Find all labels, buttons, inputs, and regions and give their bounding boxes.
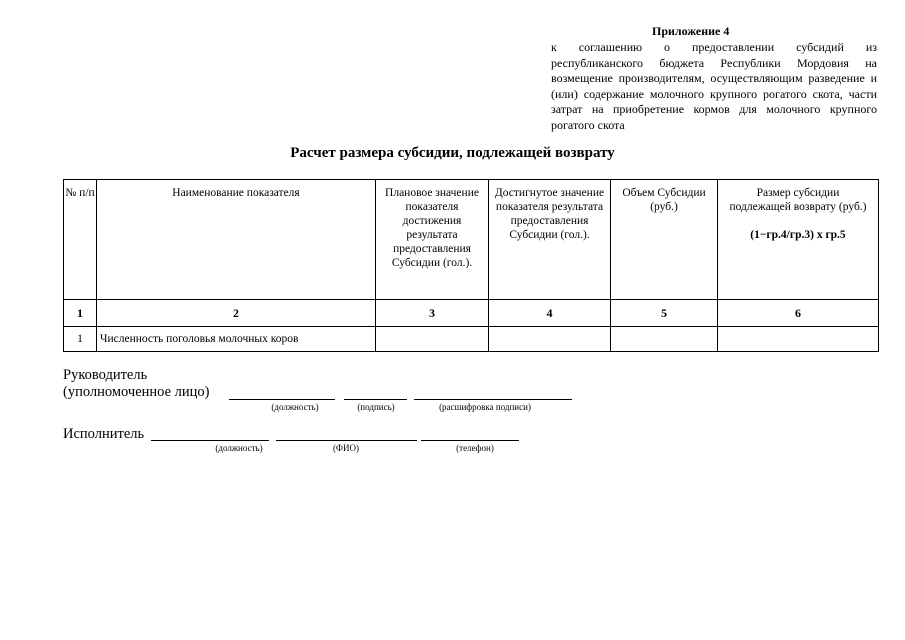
header-cell-subsidy-volume: Объем Субсидии (руб.) [611, 180, 718, 300]
row-refund-amount [718, 327, 879, 352]
head-position-caption: (должность) [271, 402, 319, 412]
header-cell-planned-value: Плановое значение показателя достижения результата предоставления Субсидии (гол.). [376, 180, 489, 300]
document-title: Расчет размера субсидии, подлежащей возврату [290, 145, 615, 161]
executor-phone-line [421, 440, 519, 441]
column-number: 4 [489, 300, 611, 327]
head-position-line [229, 399, 335, 400]
row-achieved-value [489, 327, 611, 352]
column-number-row [64, 300, 879, 327]
header-cell-refund-amount: Размер субсидии подлежащей возврату (руб.) (1−гр.4/гр.3) х гр.5 [718, 180, 879, 300]
head-signature-line [344, 399, 407, 400]
annex-title: Приложение 4 [652, 24, 730, 38]
executor-position-line [151, 440, 269, 441]
column-number: 5 [611, 300, 718, 327]
head-decoding-caption: (расшифровка подписи) [439, 402, 531, 412]
column-number: 3 [376, 300, 489, 327]
head-label-authorized: (уполномоченное лицо) [63, 384, 210, 400]
executor-position-caption: (должность) [215, 443, 263, 453]
executor-label: Исполнитель [63, 426, 145, 442]
executor-name-line [276, 440, 417, 441]
column-number: 6 [718, 300, 879, 327]
row-planned-value [376, 327, 489, 352]
annex-description: к соглашению о предоставлении субсидий из республиканского бюджета Республики Мордовия на возмещение производителям, осуществляющим разведение и (или) содержание молочного крупного рогатого скота, части затрат на приобретение кормов для молочного крупного рогатого скота [551, 40, 877, 132]
column-number: 1 [64, 300, 97, 327]
table-header-row [64, 180, 879, 300]
table-row [64, 327, 879, 352]
header-cell-achieved-value: Достигнутое значение показателя результата предоставления Субсидии (гол.). [489, 180, 611, 300]
subsidy-calculation-table [63, 179, 879, 352]
row-subsidy-volume [611, 327, 718, 352]
refund-formula: (1−гр.4/гр.3) х гр.5 [750, 229, 846, 241]
header-cell-indicator-name: Наименование показателя [97, 180, 376, 300]
executor-phone-caption: (телефон) [456, 443, 494, 453]
column-number: 2 [97, 300, 376, 327]
header-cell-number: № п/п [64, 180, 97, 300]
executor-name-caption: (ФИО) [332, 443, 360, 453]
head-label: Руководитель [63, 367, 148, 383]
head-signature-caption: (подпись) [357, 402, 395, 412]
row-number: 1 [64, 327, 97, 352]
row-indicator-name: Численность поголовья молочных коров [97, 327, 376, 352]
head-decoding-line [414, 399, 572, 400]
